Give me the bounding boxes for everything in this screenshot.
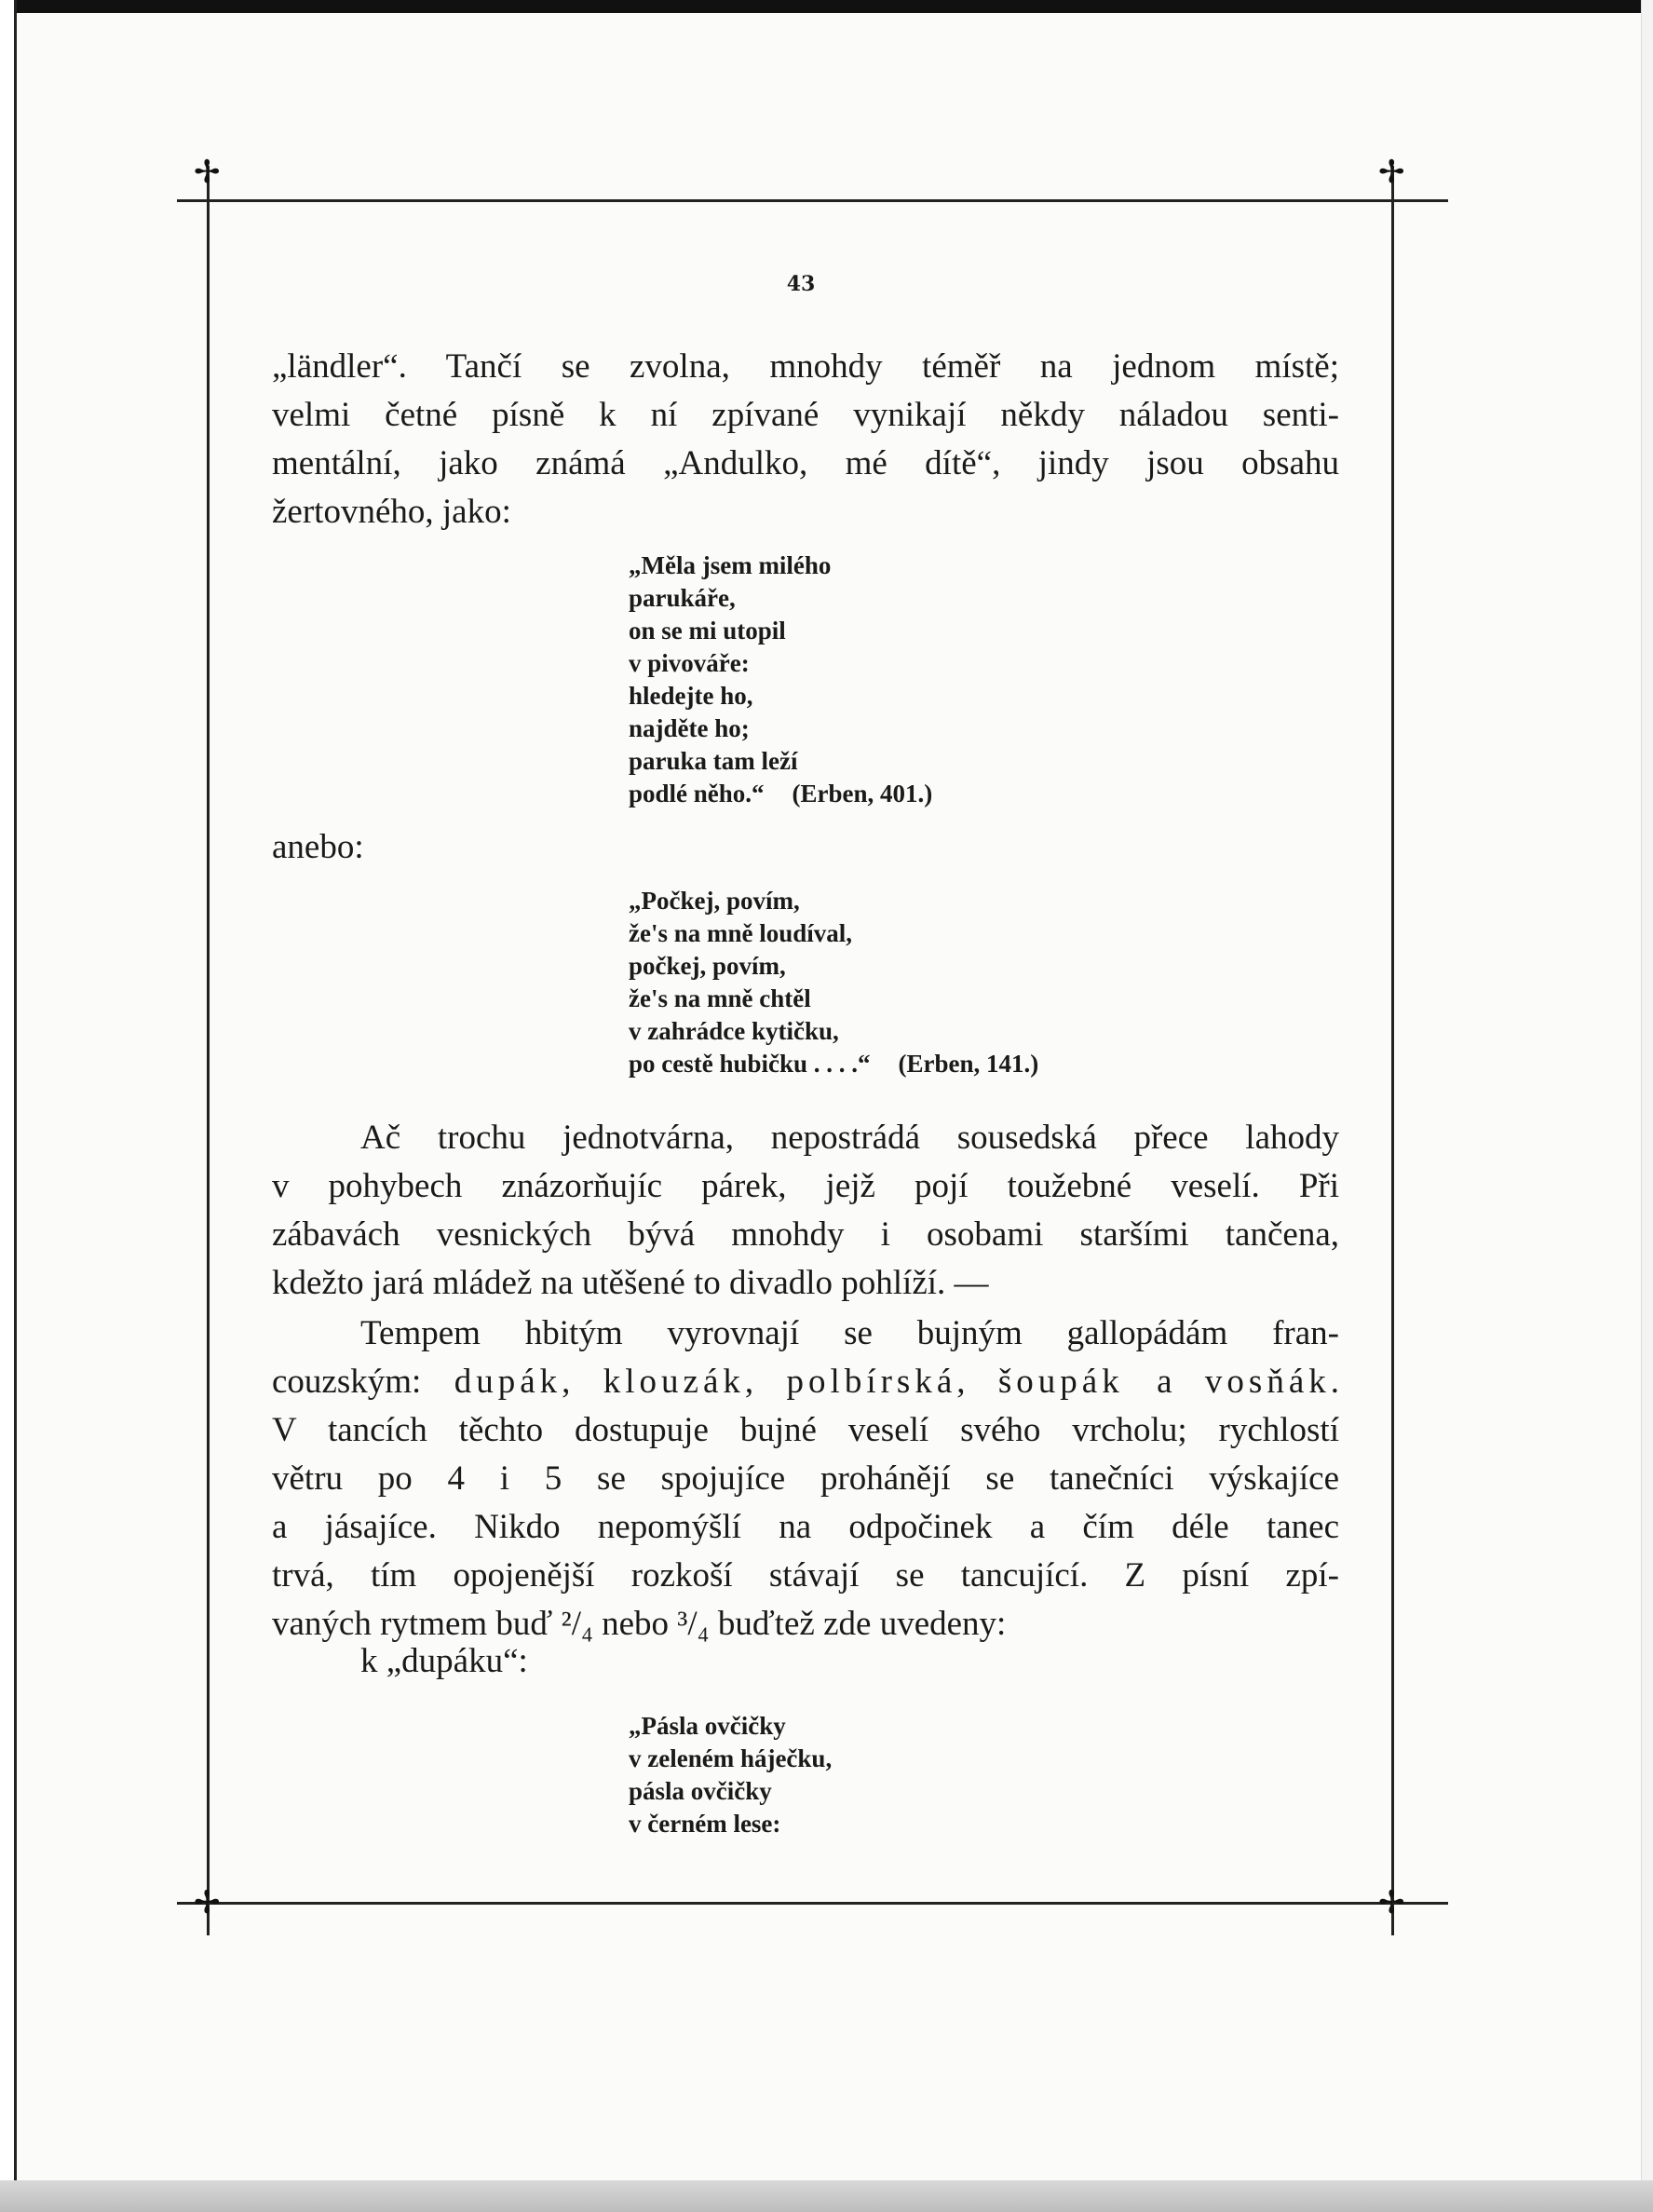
text-line: velmi četné písně k ní zpívané vynikají někdy náladou senti- bbox=[272, 396, 1339, 434]
corner-ornament-icon: ✢ bbox=[1378, 1884, 1405, 1921]
dance-name: dupák bbox=[454, 1363, 562, 1401]
verse-line: hledejte ho, bbox=[629, 682, 753, 710]
text-line: V tancích těchto dostupuje bujné veselí svého vrcholu; rychlostí bbox=[272, 1411, 1339, 1449]
verse-line: „Počkej, povím, bbox=[629, 887, 800, 915]
verse-text: podlé něho.“ bbox=[629, 780, 765, 807]
text-line-content: Ač trochu jednotvárna, nepostrádá sousedská přece lahody bbox=[360, 1119, 1339, 1157]
paragraph-2 bbox=[272, 1114, 1339, 1308]
dance-name: klouzák bbox=[603, 1363, 745, 1401]
text-line: trvá, tím opojenější rozkoší stávají se tancující. Z písní zpí- bbox=[272, 1556, 1339, 1595]
verse-line: v zeleném háječku, bbox=[629, 1744, 833, 1772]
text-line: v pohybech znázorňujíc párek, jejž pojí toužebné veselí. Při bbox=[272, 1167, 1339, 1205]
verse-block-3 bbox=[629, 1710, 832, 1840]
anebo-label: anebo: bbox=[272, 828, 364, 866]
text-line bbox=[272, 1310, 1339, 1358]
verse-line: „Pásla ovčičky bbox=[629, 1712, 786, 1740]
verse-line: v pivováře: bbox=[629, 649, 750, 677]
verse-source: (Erben, 401.) bbox=[792, 780, 933, 807]
text-line: kdežto jará mládež na utěšené to divadlo pohlíží. — bbox=[272, 1264, 989, 1302]
scan-edge-bottom bbox=[0, 2180, 1653, 2212]
scan-edge-left bbox=[0, 0, 17, 2212]
scan-edge-right bbox=[1641, 0, 1653, 2212]
dupaku-label: k „dupáku“: bbox=[360, 1642, 528, 1680]
text-line: vaných rytmem buď ²/₄ nebo ³/₄ buďtež zde uvedeny: bbox=[272, 1605, 1007, 1643]
verse-line: parukáře, bbox=[629, 584, 736, 612]
verse-line bbox=[629, 778, 932, 810]
corner-ornament-icon: ✢ bbox=[194, 1884, 221, 1921]
paragraph-3 bbox=[272, 1310, 1339, 1649]
text-line: zábavách vesnických bývá mnohdy i osobami staršími tančena, bbox=[272, 1215, 1339, 1254]
page-number: 43 bbox=[786, 272, 816, 296]
corner-ornament-icon: ✢ bbox=[194, 154, 221, 191]
frame-right-line bbox=[1391, 166, 1394, 1935]
dance-name: šoupák bbox=[997, 1363, 1124, 1401]
dance-name: polbírská bbox=[786, 1363, 957, 1401]
frame-top-line bbox=[177, 199, 1448, 202]
dance-name: vosňák bbox=[1204, 1363, 1331, 1401]
text-line: větru po 4 i 5 se spojujíce prohánějí se tanečníci výskajíce bbox=[272, 1459, 1339, 1498]
text-line: a jásajíce. Nikdo nepomýšlí na odpočinek a čím déle tanec bbox=[272, 1508, 1339, 1546]
scan-edge-top bbox=[0, 0, 1653, 13]
text-line: mentální, jako známá „Andulko, mé dítě“, jindy jsou obsahu bbox=[272, 444, 1339, 482]
verse-line: v černém lese: bbox=[629, 1810, 781, 1838]
text-line: žertovného, jako: bbox=[272, 493, 511, 531]
verse-line: „Měla jsem milého bbox=[629, 551, 832, 579]
verse-line: v zahrádce kytičku, bbox=[629, 1017, 839, 1045]
verse-block-2 bbox=[629, 885, 1038, 1080]
verse-line: najděte ho; bbox=[629, 714, 750, 742]
corner-ornament-icon: ✢ bbox=[1378, 154, 1405, 191]
text-line: couzským: dupák, klouzák, polbírská, šoupák a vosňák. bbox=[272, 1363, 1339, 1401]
verse-text: po cestě hubičku . . . .“ bbox=[629, 1050, 871, 1078]
frame-bottom-line bbox=[177, 1902, 1448, 1905]
verse-block-1 bbox=[629, 550, 932, 810]
text-line bbox=[272, 1114, 1339, 1162]
verse-line: že's na mně loudíval, bbox=[629, 919, 853, 947]
verse-line: paruka tam leží bbox=[629, 747, 798, 775]
verse-line: pásla ovčičky bbox=[629, 1777, 772, 1805]
text-line: „ländler“. Tančí se zvolna, mnohdy téměř na jednom místě; bbox=[272, 347, 1339, 386]
verse-line: on se mi utopil bbox=[629, 617, 786, 645]
frame-left-line bbox=[207, 166, 210, 1935]
intro-paragraph bbox=[272, 343, 1339, 536]
verse-line: počkej, povím, bbox=[629, 952, 786, 980]
verse-line: že's na mně chtěl bbox=[629, 984, 811, 1012]
verse-line bbox=[629, 1048, 1038, 1080]
verse-source: (Erben, 141.) bbox=[898, 1050, 1039, 1078]
text-line-content: Tempem hbitým vyrovnají se bujným gallopádám fran- bbox=[360, 1314, 1339, 1352]
